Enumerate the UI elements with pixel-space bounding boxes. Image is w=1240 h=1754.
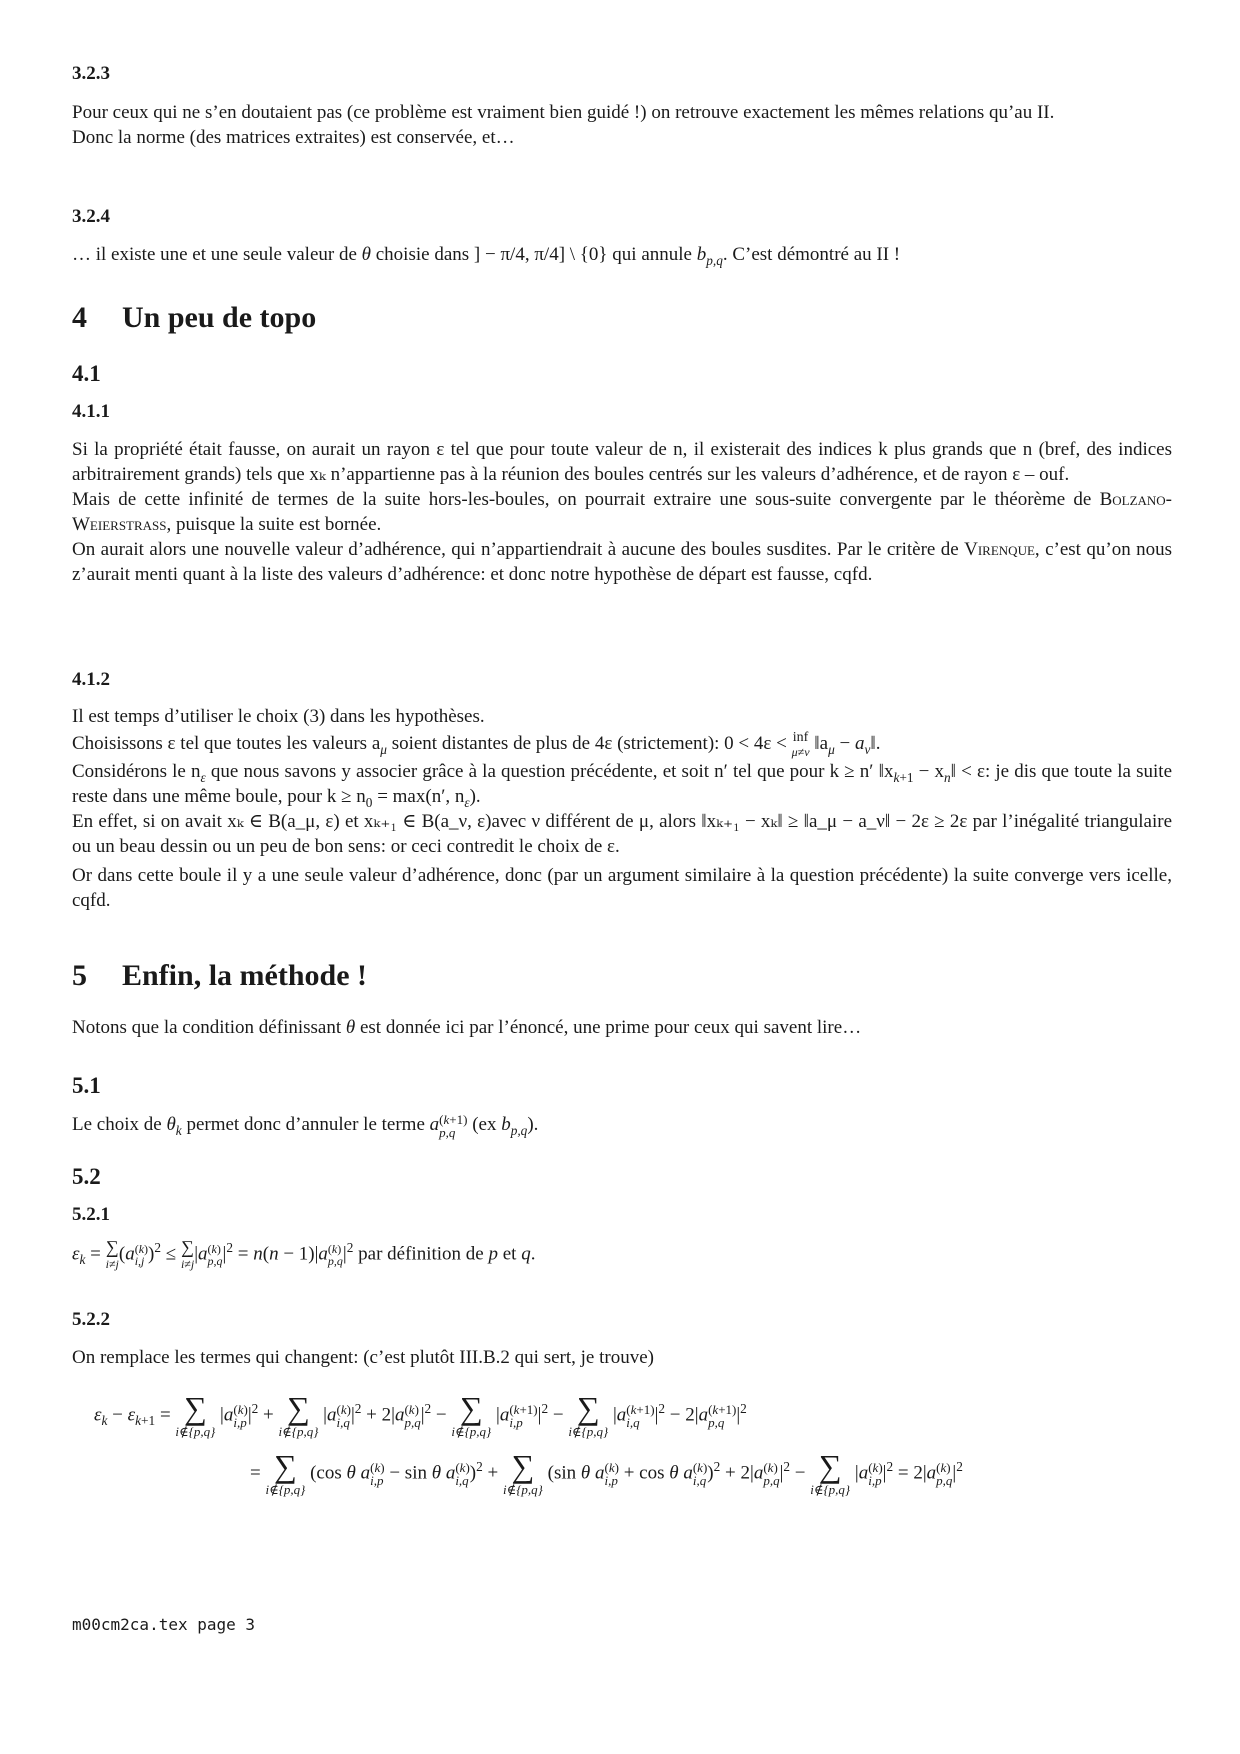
heading-5-2-1: 5.2.1: [72, 1204, 110, 1225]
subsection-5-2: [72, 1163, 1172, 1191]
section-title: [72, 300, 1172, 336]
text: soient distantes de plus de 4ε (strictement): 0 < 4ε <: [386, 733, 787, 754]
paragraph: Choisissons ε tel que toutes les valeurs $a_\mu$ soient distantes de plus de 4ε (strictement): 0 < 4ε < inf μ≠ν $‖a_\mu$ − $a_\nu‖$.: [72, 729, 881, 759]
section-5-intro: [72, 1015, 1172, 1040]
subsection-5-2-2-body: [72, 1345, 1172, 1370]
section-3-2-3: [72, 62, 1172, 86]
subsection-4-1-1: [72, 400, 1172, 424]
text: − x: [913, 761, 945, 782]
sum-operator: ∑ i∉{p,q}: [265, 1448, 306, 1497]
sum-operator: ∑ i≠j: [180, 1237, 195, 1271]
text: = max(n′, n: [372, 786, 465, 807]
paragraph: Notons que la condition définissant θ est donnée ici par l’énoncé, une prime pour ceux qui savent lire…: [72, 1017, 862, 1038]
math-line: $\varepsilon_k$ = ∑ i≠j (a (k) i,j )$^2$ ≤ ∑ i≠j |a (k) p,q $|^2 = n(n - 1)|a$ (k) p,q $|^2$ par définition de p et q.: [72, 1237, 536, 1271]
heading-3-2-4: 3.2.4: [72, 206, 110, 227]
heading-3-2-3: 3.2.3: [72, 63, 110, 84]
person-name: Virenque: [964, 539, 1035, 560]
math-interval: ] − π/4, π/4] \ {0}: [473, 244, 608, 265]
paragraph: [72, 487, 1172, 537]
text: ‖ < ε: je dis que toute la suite reste dans une même boule, pour k ≥ n: [72, 761, 1172, 807]
section-5: [72, 958, 1172, 994]
section-title: [72, 958, 1172, 994]
text: . C’est démontré au II !: [722, 244, 901, 265]
section-4: [72, 300, 1172, 336]
paragraph: Le choix de $\theta_k$ permet donc d’annuler le terme a (k+1) p,q (ex $b_{p,q}$).: [72, 1111, 539, 1140]
subsection-4-1-2-body: [72, 704, 1172, 913]
section-number: 4: [72, 301, 87, 334]
inf-label: inf: [792, 729, 809, 745]
heading-5-1: 5.1: [72, 1073, 101, 1098]
section-3-2-4: [72, 205, 1172, 229]
text: que nous savons y associer grâce à la question précédente, et soit n′ tel que pour k ≥ n′ ‖x: [205, 761, 894, 782]
sum-operator: ∑ i∉{p,q}: [810, 1448, 851, 1497]
sum-operator: ∑ i∉{p,q}: [278, 1390, 319, 1439]
sum-operator: ∑ i∉{p,q}: [451, 1390, 492, 1439]
paragraph: Pour ceux qui ne s’en doutaient pas (ce problème est vraiment bien guidé !) on retrouve exactement les mêmes relations qu’au II.: [72, 102, 1055, 123]
paragraph: En effet, si on avait xₖ ∈ B(a_μ, ε) et xₖ₊₁ ∈ B(a_ν, ε)avec ν différent de μ, alors ‖xₖ₊₁ − xₖ‖ ≥ ‖a_μ − a_ν‖ − 2ε ≥ 2ε par l’inégalité triangulaire ou un beau dessin ou un peu de bon sens: or ceci contredit le choix de ε.: [72, 811, 1172, 857]
subsection-5-2-2: [72, 1308, 1172, 1332]
subsection-4-1-1-body: [72, 437, 1172, 587]
heading-4-1-1: 4.1.1: [72, 401, 110, 422]
subsection-4-1: [72, 360, 1172, 388]
text: (ex: [472, 1114, 497, 1135]
sum-operator: ∑ i∉{p,q}: [175, 1390, 216, 1439]
inf-operator: [792, 731, 810, 759]
paragraph: Or dans cette boule il y a une seule valeur d’adhérence, donc (par un argument similaire à la question précédente) la suite converge vers icelle, cqfd.: [72, 865, 1172, 911]
paragraph: Considérons le $n_\varepsilon$ que nous savons y associer grâce à la question précédente, et soit n′ tel que pour k ≥ n′ $‖x_{k+1}$ − $x_n‖ < \varepsilon$: je dis que toute la suite reste dans une même boule, pour $k \ge n_0 = \max(n'$, $n_\varepsilon$).: [72, 761, 1172, 810]
text: Choisissons ε tel que toutes les valeurs a: [72, 733, 381, 754]
equation-5-2-2-line1: $\varepsilon_k - \varepsilon_{k+1}$ = ∑ i∉{p,q} |a (k) i,p $|^2$ + ∑ i∉{p,q} |a (k) i,q $|^2 + 2|a$ (k) p,q $|^2$ − ∑ i∉{p,q} |a (k+1) i,p $|^2$ − ∑ i∉{p,q} |a (k+1) i,q $|^2 - 2|a$ (k+1) p,q $|^2$: [94, 1390, 747, 1439]
section-number: 5: [72, 959, 87, 992]
text: qui annule: [612, 244, 692, 265]
heading-5-2: 5.2: [72, 1164, 101, 1189]
text: par définition de: [358, 1243, 484, 1265]
heading-4-1-2: 4.1.2: [72, 669, 110, 690]
subsection-5-1: [72, 1072, 1172, 1100]
sum-operator: ∑ i≠j: [105, 1237, 119, 1271]
paragraph: Si la propriété était fausse, on aurait un rayon ε tel que pour toute valeur de n, il existerait des indices k plus grands que n (bref, des indices arbitrairement grands) tels que xₖ n’appartienne pas à la réunion des boules centrés sur les valeurs d’adhérence, et de rayon ε – ouf.: [72, 439, 1172, 485]
text: permet donc d’annuler le terme: [186, 1114, 425, 1135]
text: Considérons le n: [72, 761, 201, 782]
paragraph: Donc la norme (des matrices extraites) est conservée, et…: [72, 127, 515, 148]
paragraph: [72, 537, 1172, 587]
sum-operator: ∑ i∉{p,q}: [568, 1390, 609, 1439]
subsection-5-2-1: [72, 1203, 1172, 1227]
text: , c’est qu’on nous z’aurait menti quant à la liste des valeurs d’adhérence: et donc notre hypothèse de départ est fausse, cqfd.: [72, 539, 1173, 585]
section-title-text: Un peu de topo: [122, 301, 317, 334]
paragraph: … il existe une et une seule valeur de θ choisie dans ] − π/4, π/4] \ {0} qui annule $b_{p,q}$. C’est démontré au II !: [72, 244, 901, 268]
section-3-2-4-body: [72, 242, 1172, 267]
text: , puisque la suite est bornée.: [166, 514, 382, 535]
sum-operator: ∑ i∉{p,q}: [502, 1448, 543, 1497]
page-footer: m00cm2ca.tex page 3: [72, 1615, 256, 1634]
subsection-5-1-body: [72, 1112, 1172, 1139]
text: Notons que la condition définissant: [72, 1017, 342, 1038]
paragraph: On remplace les termes qui changent: (c’est plutôt III.B.2 qui sert, je trouve): [72, 1347, 654, 1368]
heading-5-2-2: 5.2.2: [72, 1309, 110, 1330]
equation-5-2-2-line2: = ∑ i∉{p,q} (cos θ a (k) i,p − sin θ a (k) i,q )$^2$ + ∑ i∉{p,q} (sin θ a (k) i,p + cos θ a (k) i,q )$^2$ + 2|a (k) p,q $|^2$ − ∑ i∉{p,q} |a (k) i,p $|^2 = 2|a$ (k) p,q $|^2$: [250, 1448, 963, 1497]
text: est donnée ici par l’énoncé, une prime pour ceux qui savent lire…: [359, 1017, 862, 1038]
equation-5-2-1: [72, 1238, 1172, 1272]
text: Mais de cette infinité de termes de la suite hors-les-boules, on pourrait extraire une sous-suite convergente par le théorème de: [72, 489, 1092, 510]
text: ‖a: [814, 733, 829, 754]
text: choisie dans: [375, 244, 470, 265]
section-title-text: Enfin, la méthode !: [122, 959, 368, 992]
text: … il existe une et une seule valeur de: [72, 244, 357, 265]
person-name: Bolzano-Weierstrass: [72, 489, 1172, 535]
heading-4-1: 4.1: [72, 361, 101, 386]
text: Le choix de: [72, 1114, 162, 1135]
text: ).: [469, 786, 481, 807]
section-3-2-3-body: [72, 100, 1172, 150]
subsection-4-1-2: [72, 668, 1172, 692]
paragraph: Il est temps d’utiliser le choix (3) dans les hypothèses.: [72, 706, 485, 727]
text: On aurait alors une nouvelle valeur d’adhérence, qui n’appartiendrait à aucune des boules susdites. Par le critère de: [72, 539, 959, 560]
inf-subscript: μ≠ν: [791, 744, 810, 759]
